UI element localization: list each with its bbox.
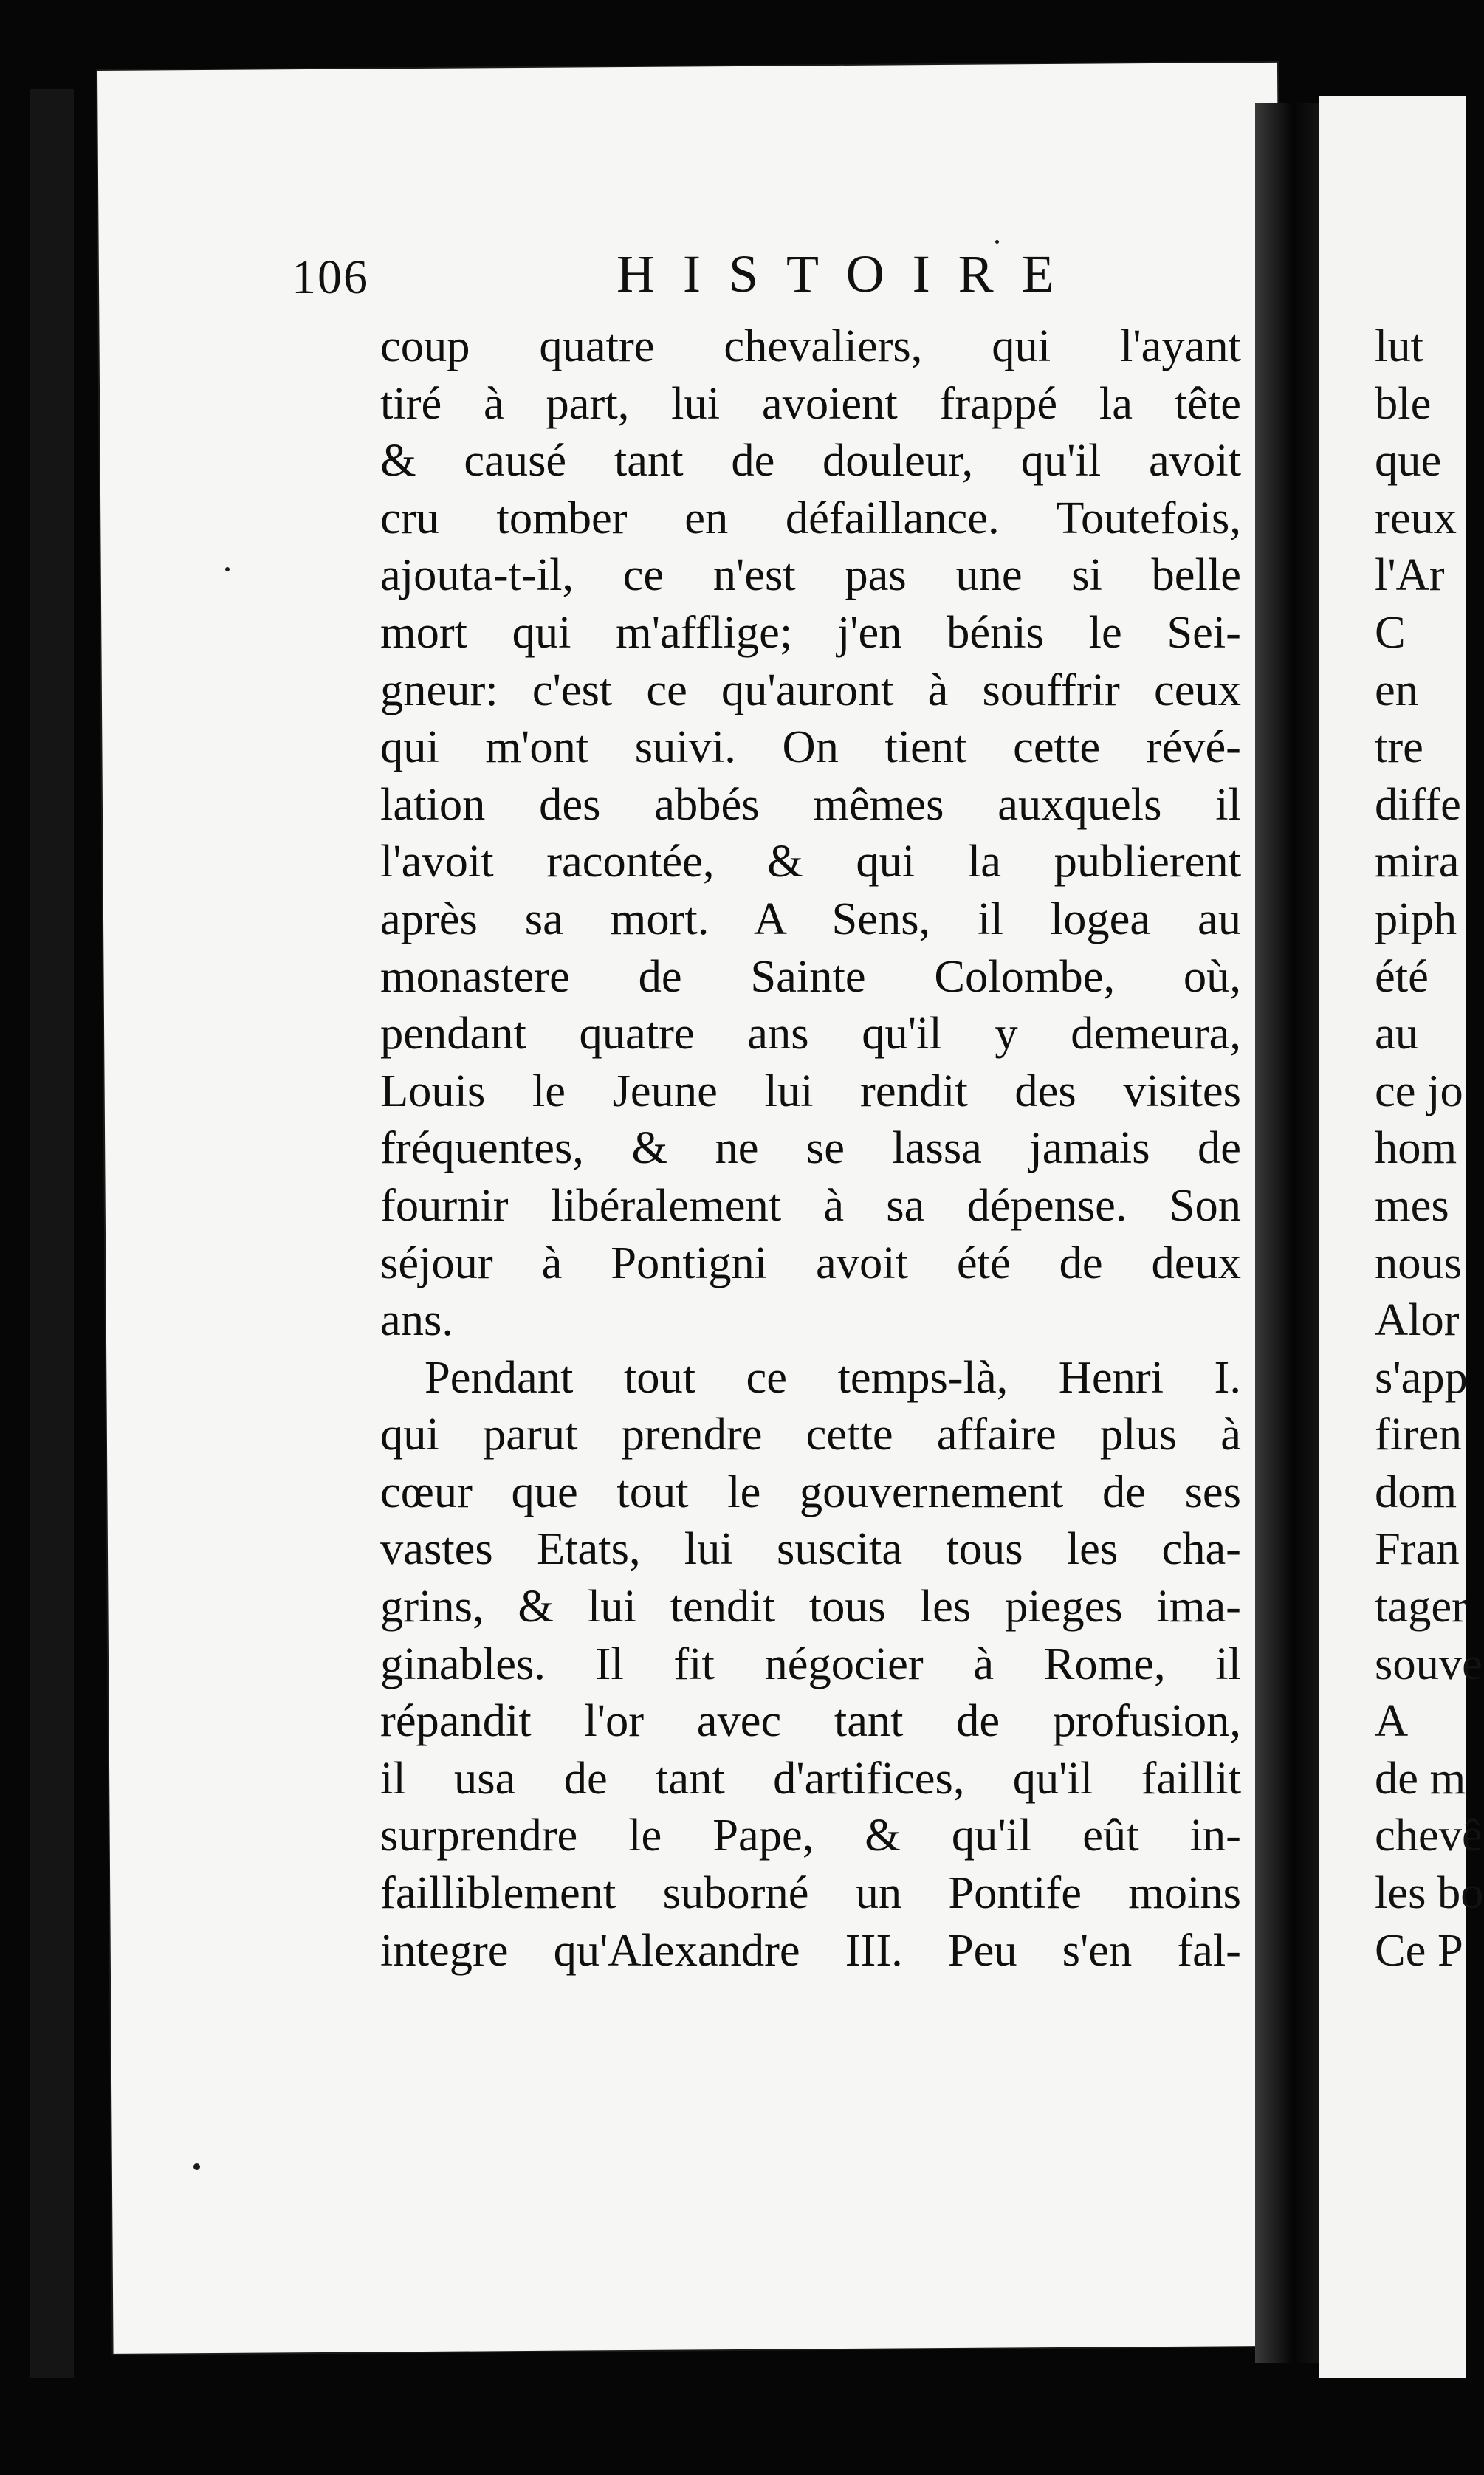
text-line: après sa mort. A Sens, il logea au — [380, 892, 1241, 944]
facing-line: au — [1375, 1007, 1418, 1060]
text-line: il usa de tant d'artifices, qu'il faillit — [380, 1751, 1241, 1804]
facing-line: tager — [1375, 1580, 1467, 1633]
text-line: lation des abbés mêmes auxquels il — [380, 777, 1241, 830]
facing-line: de m — [1375, 1751, 1466, 1804]
text-line: grins, & lui tendit tous les pieges ima- — [380, 1580, 1241, 1633]
facing-line: Alor — [1375, 1294, 1460, 1346]
facing-line: l'Ar — [1375, 549, 1445, 601]
facing-line: souve — [1375, 1637, 1483, 1689]
text-line: & causé tant de douleur, qu'il avoit — [380, 434, 1241, 487]
text-line: fréquentes, & ne se lassa jamais de — [380, 1122, 1241, 1174]
text-line: failliblement suborné un Pontife moins — [380, 1867, 1241, 1919]
scan-edge — [30, 89, 74, 2378]
text-line: Louis le Jeune lui rendit des visites — [380, 1064, 1241, 1116]
text-line: l'avoit racontée, & qui la publierent — [380, 835, 1241, 888]
text-line: fournir libéralement à sa dépense. Son — [380, 1178, 1241, 1231]
text-line: monastere de Sainte Colombe, où, — [380, 950, 1241, 1002]
facing-line: mes — [1375, 1178, 1449, 1231]
facing-line: hom — [1375, 1122, 1457, 1174]
facing-line: A — [1375, 1695, 1409, 1747]
text-line: ginables. Il fit négocier à Rome, il — [380, 1637, 1241, 1689]
body-text — [380, 317, 1241, 1979]
text-line: cœur que tout le gouvernement de ses — [380, 1465, 1241, 1517]
text-line: qui m'ont suivi. On tient cette révé- — [380, 721, 1241, 773]
paper-speck — [193, 2163, 200, 2170]
facing-line: diffe — [1375, 777, 1461, 830]
facing-line: Fran — [1375, 1523, 1460, 1575]
facing-line: C — [1375, 605, 1406, 658]
text-line: coup quatre chevaliers, qui l'ayant — [380, 320, 1241, 371]
facing-line: s'app — [1375, 1350, 1468, 1403]
facing-line: ce jo — [1375, 1064, 1463, 1116]
text-line: séjour à Pontigni avoit été de deux — [380, 1236, 1241, 1288]
text-line: qui parut prendre cette affaire plus à — [380, 1408, 1241, 1460]
facing-line: lut — [1375, 320, 1423, 371]
running-head: HISTOIRE — [616, 244, 1082, 303]
paper-speck — [995, 240, 999, 244]
text-line: Pendant tout ce temps-là, Henri I. — [425, 1350, 1241, 1403]
facing-line: chevê — [1375, 1809, 1483, 1861]
page-number: 106 — [292, 250, 369, 304]
book-gutter — [1255, 103, 1319, 2363]
facing-page-text — [1375, 317, 1484, 1979]
facing-line: en — [1375, 663, 1418, 715]
facing-line: été — [1375, 950, 1429, 1002]
facing-line: piph — [1375, 892, 1457, 944]
text-line: integre qu'Alexandre III. Peu s'en fal- — [380, 1923, 1241, 1976]
page-header — [292, 244, 1104, 310]
text-line: mort qui m'afflige; j'en bénis le Sei- — [380, 605, 1241, 658]
facing-line: Ce P — [1375, 1923, 1463, 1976]
facing-line: les bo — [1375, 1867, 1484, 1919]
text-line: ajouta-t-il, ce n'est pas une si belle — [380, 549, 1241, 601]
text-line: ans. — [380, 1294, 453, 1346]
facing-line: reux — [1375, 491, 1457, 543]
text-line: cru tomber en défaillance. Toutefois, — [380, 491, 1241, 543]
facing-line: mira — [1375, 835, 1460, 888]
facing-line: nous — [1375, 1236, 1463, 1288]
text-line: vastes Etats, lui suscita tous les cha- — [380, 1523, 1241, 1575]
text-line: surprendre le Pape, & qu'il eût in- — [380, 1809, 1241, 1861]
text-line: répandit l'or avec tant de profusion, — [380, 1695, 1241, 1747]
paper-speck — [225, 567, 230, 571]
facing-line: dom — [1375, 1465, 1457, 1517]
text-line: gneur: c'est ce qu'auront à souffrir ceux — [380, 663, 1241, 715]
text-line: pendant quatre ans qu'il y demeura, — [380, 1007, 1241, 1060]
text-line: tiré à part, lui avoient frappé la tête — [380, 377, 1241, 429]
facing-line: ble — [1375, 377, 1432, 429]
facing-line: tre — [1375, 721, 1423, 773]
facing-line: que — [1375, 434, 1442, 487]
facing-line: firen — [1375, 1408, 1462, 1460]
